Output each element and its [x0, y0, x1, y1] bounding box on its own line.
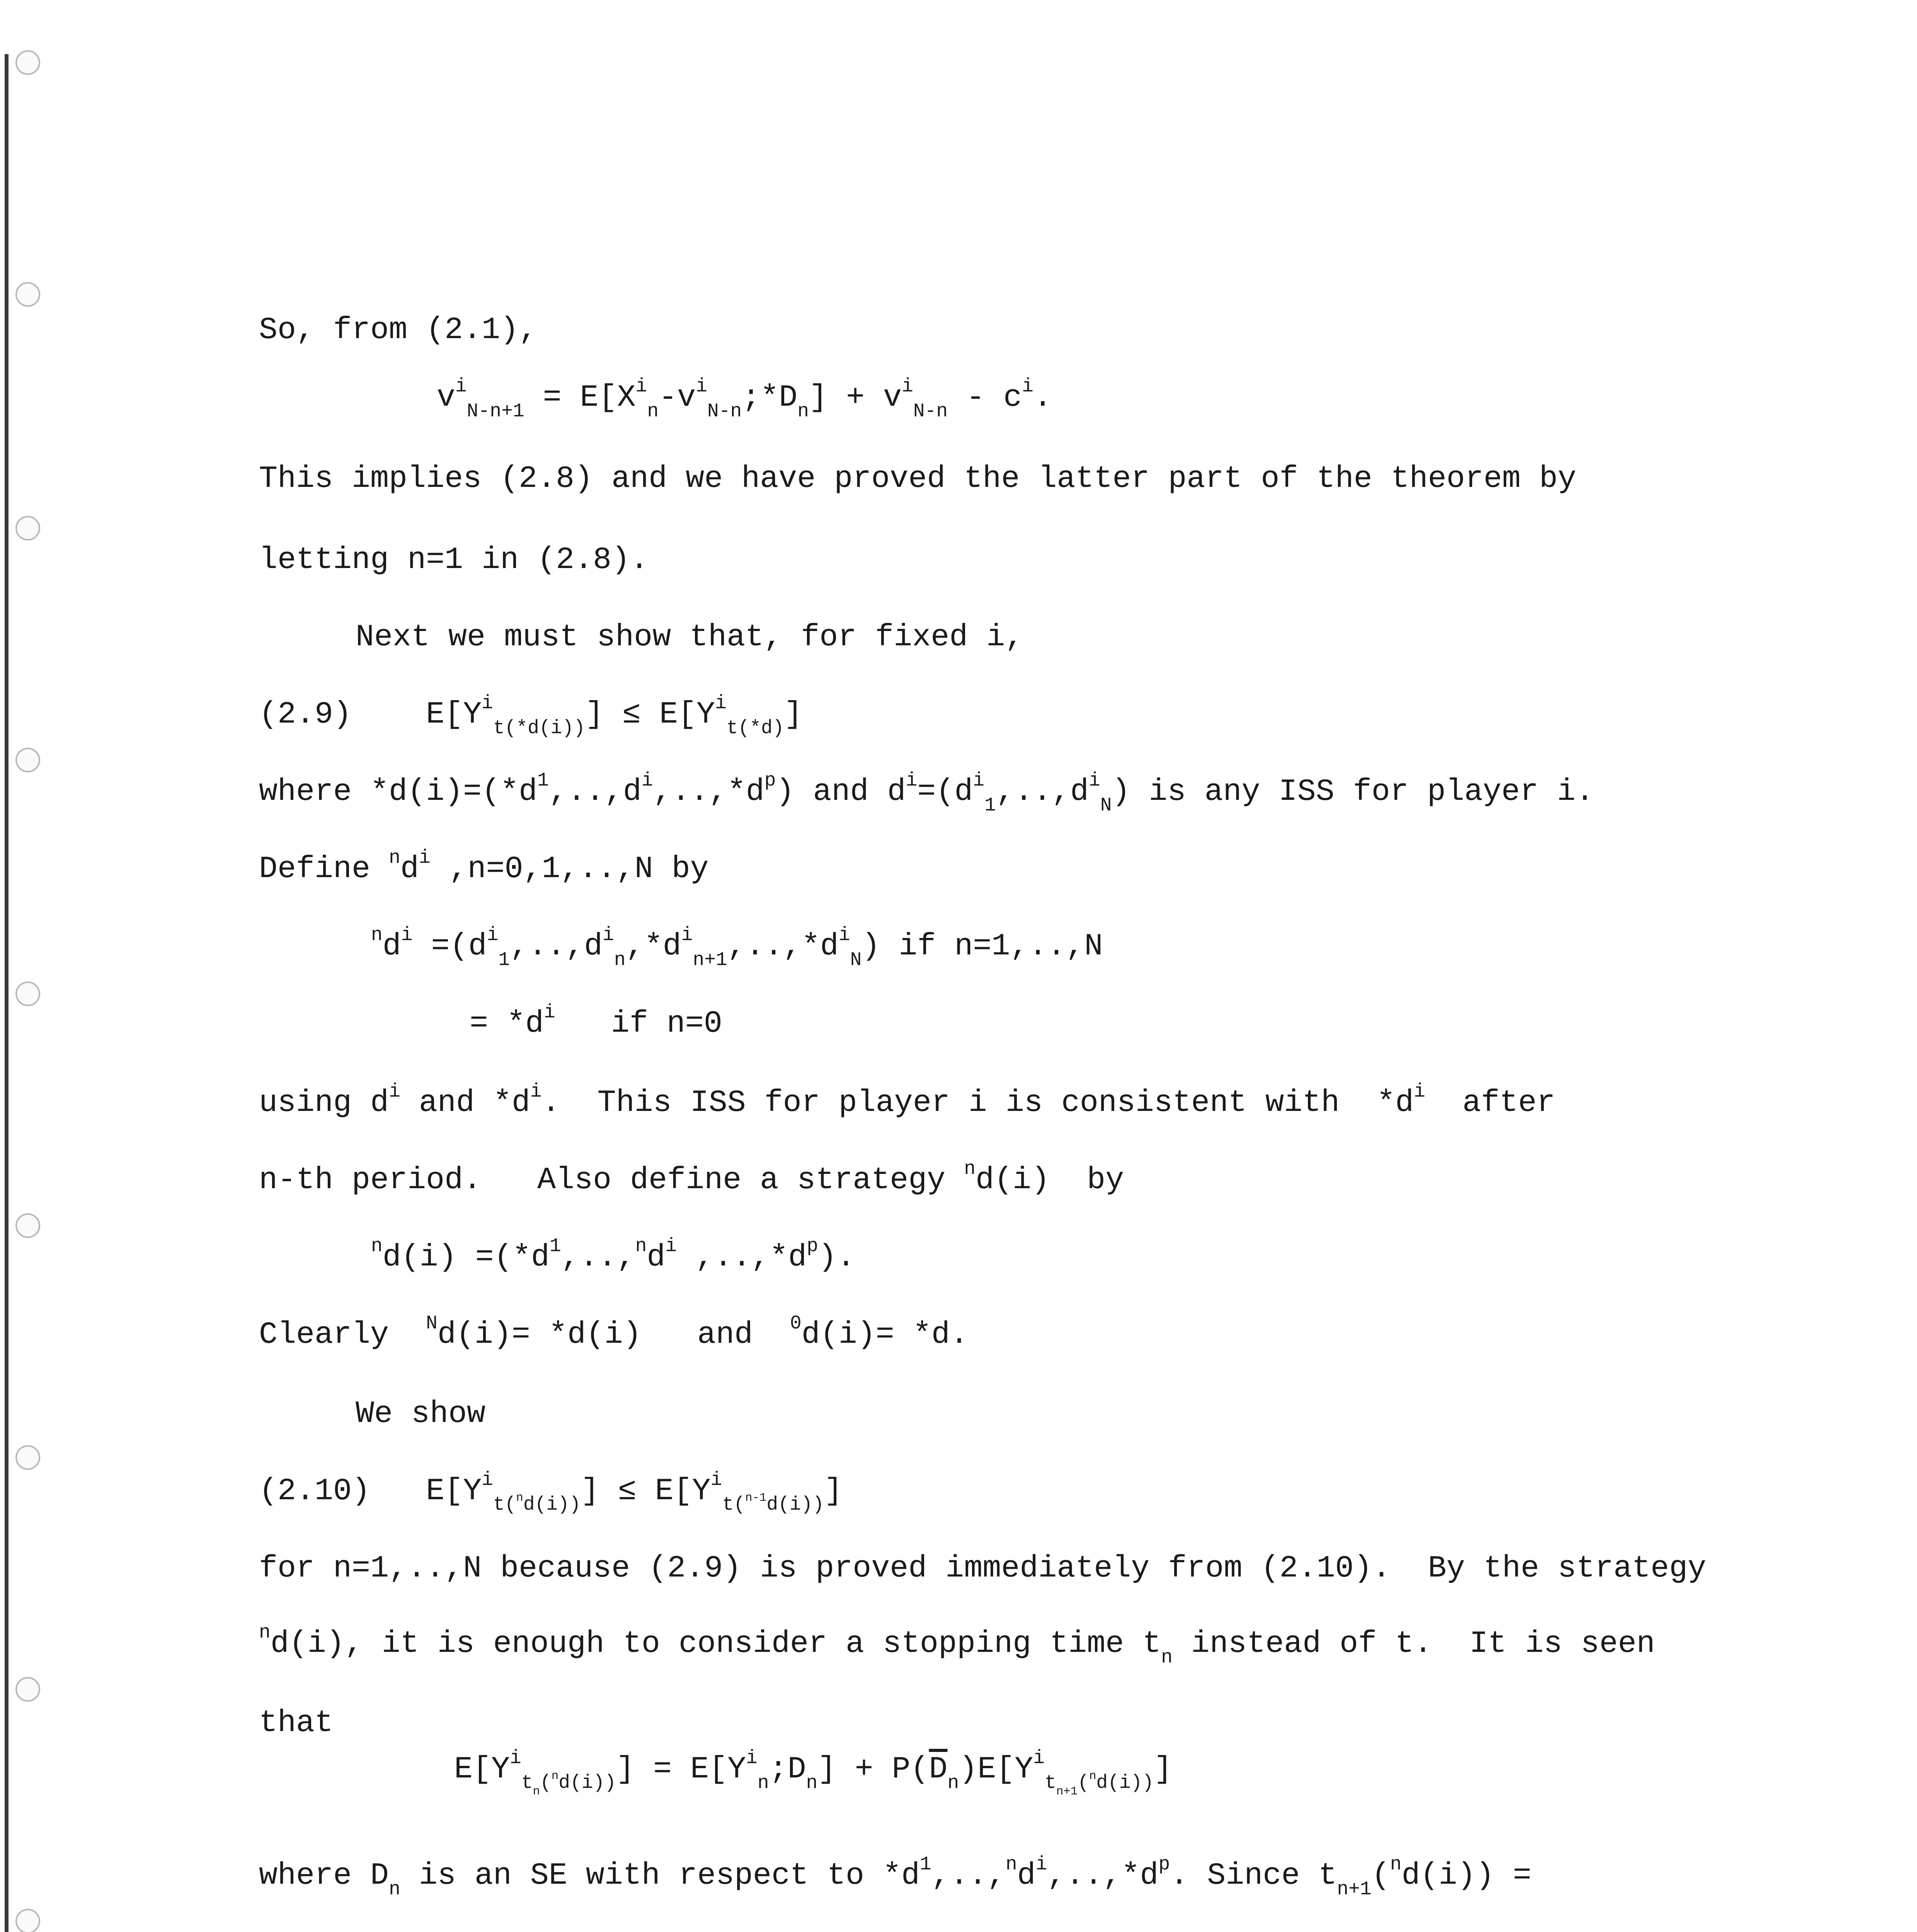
text-line: that	[259, 1706, 334, 1741]
equation: $^nd(i) =(*d^1,..,^nd^i$ $,..,*d^p$).	[371, 1235, 856, 1275]
binding-edge	[5, 54, 9, 1932]
punch-hole	[15, 282, 40, 307]
equation: = $*d^i$ if n=0	[470, 1001, 722, 1041]
text-line: So, from (2.1),	[259, 313, 538, 348]
equation-2-9: (2.9) $E[Y^i_{t(*d(i))}] \le E[Y^i_{t(*d)}]$	[259, 692, 803, 739]
text-line: for n=1,..,N because (2.9) is proved immediately from (2.10). By the strategy	[259, 1551, 1706, 1586]
punch-hole	[15, 981, 40, 1006]
punch-hole	[15, 1677, 40, 1702]
text-line: n-th period. Also define a strategy $^n$d(i) by	[259, 1158, 1124, 1198]
text-line: where $D_n$ is an SE with respect to $*d^1,..,^nd^i,..,*d^p$. Since $t_{n+1}(^nd(i))$ =	[259, 1853, 1532, 1900]
punch-hole	[15, 50, 40, 75]
equation-2-10: (2.10) $E[Y^i_{t(^nd(i))}] \le E[Y^i_{t(^{n-1}d(i))}]$	[259, 1469, 843, 1516]
text-line: where $*d(i)=(*d^1,..,d^i,..,*d^p)$ and $d^i=(d^i_1,..,d^i_N)$ is any ISS for player i.	[259, 769, 1594, 816]
punch-hole	[15, 1445, 40, 1470]
text-line: Next we must show that, for fixed i,	[356, 620, 1024, 655]
equation: $v^i_{N-n+1}$ = $E[X^i_n-v^i_{N-n};*D_n] + v^i_{N-n} - c^i$.	[437, 375, 1052, 422]
text-line: We show	[356, 1396, 486, 1432]
text-line: This implies (2.8) and we have proved the latter part of the theorem by	[259, 461, 1577, 497]
text-line: letting n=1 in (2.8).	[259, 543, 649, 578]
punch-hole	[15, 1909, 40, 1932]
text-line: Define $^nd^i$ ,n=0,1,..,N by	[259, 847, 709, 887]
equation: $E[Y^i_{t_n(^nd(i))}]$ = $E[Y^i_n;D_n] + P(\overline{D}_n)E[Y^i_{t_{n+1}(^nd(i))}]$	[454, 1747, 1173, 1799]
text-line: Clearly $^N$d(i)= *d(i) and $^0$d(i)= *d.	[259, 1312, 969, 1352]
equation: $^nd^i =(d^i_1,..,d^i_n,*d^i_{n+1},..,*d^i_N)$ if n=1,..,N	[371, 924, 1103, 971]
text-line: $^n$d(i), it is enough to consider a stopping time $t_n$ instead of t. It is seen	[259, 1621, 1655, 1668]
punch-hole	[15, 748, 40, 772]
punch-hole	[15, 516, 40, 541]
punch-hole	[15, 1213, 40, 1238]
text-line: using $d^i$ and $*d^i$. This ISS for player i is consistent with $*d^i$ after	[259, 1080, 1555, 1121]
